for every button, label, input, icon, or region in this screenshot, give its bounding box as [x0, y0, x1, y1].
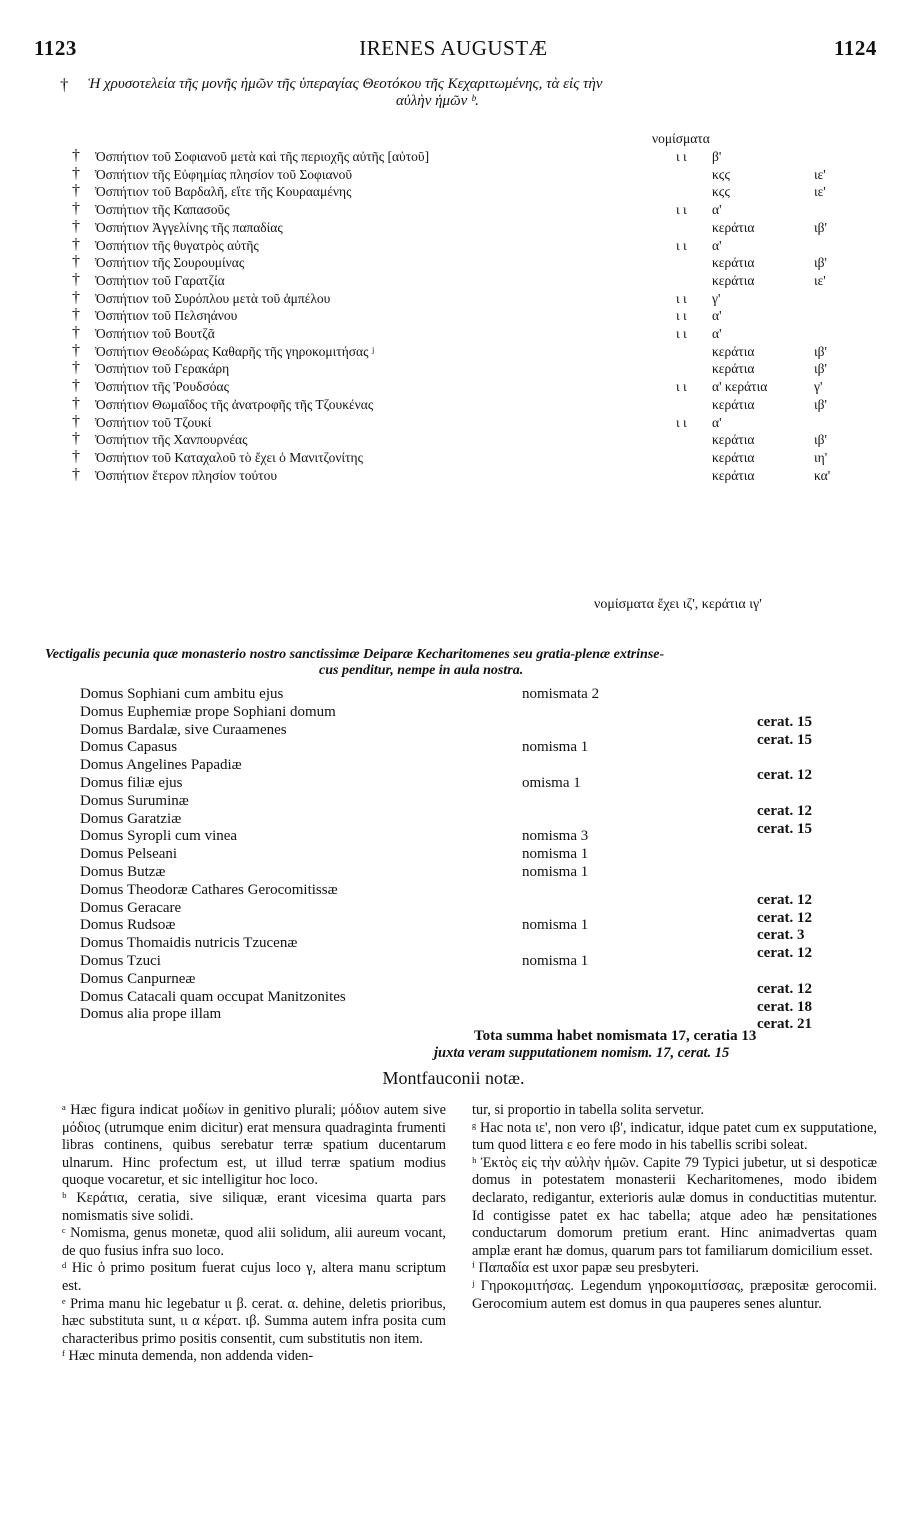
- greek-total: νομίσματα ἔχει ιζ', κεράτια ιγ': [594, 597, 762, 612]
- greek-row-keratia: κεράτια: [712, 272, 755, 288]
- greek-row-cross: †: [72, 270, 80, 288]
- greek-row-nomismata: β': [712, 149, 722, 164]
- latin-row-name: Domus Syropli cum vinea: [80, 828, 238, 845]
- notes-left-column: [62, 1102, 446, 1366]
- greek-row-name: Ὀσπήτιον Θεοδώρας Καθαρῆς τῆς γηροκομιτήσας ʲ: [95, 343, 374, 359]
- latin-row-nomismata: omisma 1: [522, 775, 581, 791]
- greek-table-row: [0, 394, 907, 415]
- greek-row-keratia: κϛϛ: [712, 184, 731, 200]
- greek-table-row: [0, 432, 907, 450]
- latin-row-ceratia: cerat. 21: [757, 1016, 812, 1033]
- greek-row-value: ιε': [814, 166, 826, 182]
- greek-row-nomismata: α' κεράτια: [712, 379, 768, 395]
- greek-row-cross: †: [72, 217, 80, 235]
- greek-row-name: Ὀσπήτιον τοῦ Πελσηάνου: [95, 308, 238, 324]
- note-paragraph: ᵇ Κεράτια, ceratia, sive siliquæ, erant vicesima quarta pars nomismatis sive solidi.: [62, 1189, 446, 1224]
- greek-row-keratia: κεράτια: [712, 343, 755, 359]
- greek-row-name: Ὀσπήτιον τοῦ Γερακάρη: [95, 361, 230, 377]
- greek-table-row: [0, 465, 907, 486]
- greek-column-header: νομίσματα: [652, 131, 710, 146]
- page-number-right: 1124: [834, 36, 877, 60]
- greek-row-cross: †: [72, 359, 80, 377]
- greek-row-name: Ὀσπήτιον ἕτερον πλησίον τούτου: [95, 467, 278, 483]
- greek-row-name: Ὀσπήτιον τοῦ Βαρδαλῆ, εἴτε τῆς Κουρααμένης: [95, 184, 352, 200]
- greek-row-nomismata: α': [712, 326, 722, 341]
- greek-row-cross: †: [72, 182, 80, 200]
- greek-row-cross: †: [72, 288, 80, 306]
- latin-row-ceratia: cerat. 3: [757, 927, 805, 944]
- latin-table-row: [0, 775, 907, 793]
- latin-row-ceratia: cerat. 15: [757, 731, 812, 748]
- greek-row-value: ιε': [814, 272, 826, 288]
- latin-table-row: [0, 828, 907, 846]
- greek-table-row: [0, 361, 907, 379]
- note-paragraph: ⁱ Παπαδία est uxor papæ seu presbyteri.: [472, 1260, 699, 1277]
- greek-row-cross: †: [72, 465, 80, 483]
- latin-row-name: Domus Pelseani: [80, 846, 178, 863]
- latin-row-ceratia: cerat. 18: [757, 998, 812, 1015]
- greek-row-value: κα': [814, 467, 831, 483]
- note-paragraph: ᵉ Prima manu hic legebatur ιι β. cerat. α. dehine, deletis prioribus, hæc substituta sunt, ιι α κέρατ. ιβ. Summa autem infra posita cum characteribus primo positis consentit, cum substitutis non item.: [62, 1295, 446, 1347]
- latin-row-name: Domus Suruminæ: [80, 792, 189, 809]
- latin-row-name: Domus Geracare: [80, 899, 182, 916]
- greek-row-mark: ι ι: [676, 379, 687, 395]
- greek-row-nomismata: γ': [712, 290, 721, 306]
- latin-row-name: Domus Sophiani cum ambitu ejus: [80, 686, 284, 702]
- latin-row-name: Domus Rudsoæ: [80, 917, 176, 934]
- greek-row-value: ιη': [814, 449, 828, 465]
- greek-table-row: [0, 412, 907, 433]
- greek-table-row: [0, 202, 907, 220]
- greek-row-name: Ὀσπήτιον τοῦ Γαρατζία: [95, 272, 225, 288]
- greek-title-line2: αὐλὴν ἡμῶν ᵇ.: [396, 93, 479, 109]
- greek-row-name: Ὀσπήτιον τῆς Σουρουμίνας: [95, 255, 245, 271]
- note-paragraph: ᵍ Hac nota ιε', non vero ιβ', indicatur, idque patet cum ex supputatione, tum quod littera ε eo fere modo in his tabellis scribi soleat.: [472, 1119, 877, 1154]
- greek-row-cross: †: [72, 341, 80, 359]
- greek-row-name: Ὀσπήτιον Ἀγγελίνης τῆς παπαδίας: [95, 219, 283, 235]
- latin-row-name: Domus Thomaidis nutricis Tzucenæ: [80, 935, 298, 952]
- greek-table-row: [0, 379, 907, 397]
- greek-row-name: Ὀσπήτιον τῆς Χανπουρνέας: [95, 432, 248, 448]
- latin-row-nomismata: nomisma 1: [522, 917, 589, 934]
- latin-table-row: [0, 686, 907, 704]
- note-paragraph: ʲ Γηροκομιτήσας. Legendum γηροκομιτίσσας, præpositæ gerocomii. Gerocomium autem est domus in qua pauperes senes aluntur.: [472, 1277, 877, 1312]
- note-paragraph: ᶜ Nomisma, genus monetæ, quod alii solidum, alii aureum vocant, de quo fusius infra suo loco.: [62, 1225, 446, 1259]
- greek-row-cross: †: [72, 147, 80, 164]
- greek-table-row: [0, 149, 907, 167]
- latin-row-ceratia: cerat. 12: [757, 802, 812, 819]
- latin-row-nomismata: nomismata 2: [522, 686, 600, 702]
- greek-row-cross: †: [72, 412, 80, 430]
- latin-row-nomismata: nomisma 1: [522, 864, 589, 880]
- latin-row-name: Domus Theodoræ Cathares Gerocomitissæ: [80, 881, 338, 898]
- greek-row-value: γ': [814, 379, 823, 395]
- latin-row-name: Domus Angelines Papadiæ: [80, 757, 242, 774]
- greek-row-value: ιβ': [814, 432, 827, 448]
- latin-row-nomismata: nomisma 1: [522, 953, 589, 969]
- greek-row-mark: ι ι: [676, 202, 687, 218]
- greek-table-row: [0, 326, 907, 344]
- greek-row-cross: †: [72, 306, 80, 324]
- greek-row-value: ιβ': [814, 396, 827, 412]
- greek-row-keratia: κεράτια: [712, 432, 755, 448]
- greek-row-value: ιβ': [814, 219, 827, 235]
- greek-row-keratia: κεράτια: [712, 396, 755, 412]
- greek-row-nomismata: α': [712, 308, 722, 324]
- latin-table-row: [0, 864, 907, 882]
- greek-row-cross: †: [72, 235, 80, 253]
- greek-row-name: Ὀσπήτιον τοῦ Καταχαλοῦ τὸ ἔχει ὁ Μανιτζονίτης: [95, 449, 363, 465]
- greek-table-row: [0, 447, 907, 468]
- greek-row-mark: ι ι: [676, 414, 687, 430]
- greek-row-cross: †: [72, 447, 80, 465]
- latin-row-name: Domus Catacali quam occupat Manitzonites: [80, 988, 346, 1005]
- greek-row-name: Ὀσπήτιον τοῦ Συρόπλου μετὰ τοῦ ἀμπέλου: [95, 290, 331, 306]
- greek-row-mark: ι ι: [676, 237, 687, 253]
- latin-row-ceratia: cerat. 12: [757, 891, 812, 908]
- latin-row-name: Domus Capasus: [80, 739, 178, 756]
- greek-row-cross: †: [72, 377, 80, 395]
- greek-row-keratia: κεράτια: [712, 467, 755, 483]
- greek-row-cross: †: [72, 430, 80, 448]
- greek-table-row: [0, 341, 907, 362]
- latin-total-corrected: juxta veram supputationem nomism. 17, cerat. 15: [434, 1045, 730, 1061]
- latin-row-ceratia: cerat. 12: [757, 945, 812, 962]
- greek-row-nomismata: α': [712, 237, 722, 253]
- greek-table-row: [0, 184, 907, 202]
- latin-total-sum: Tota summa habet nomismata 17, ceratia 13: [474, 1028, 757, 1044]
- notes-title: Montfauconii notæ.: [382, 1068, 525, 1088]
- note-paragraph: ᵈ Hic ὁ primo positum fuerat cujus loco γ, altera manu scriptum est.: [62, 1260, 446, 1294]
- greek-table-row: [0, 270, 907, 291]
- greek-row-keratia: κεράτια: [712, 219, 755, 235]
- greek-row-name: Ὀσπήτιον τῆς Εὐφημίας πλησίον τοῦ Σοφιανοῦ: [95, 166, 353, 182]
- latin-row-name: Domus filiæ ejus: [80, 775, 183, 791]
- latin-row-ceratia: cerat. 12: [757, 980, 812, 997]
- greek-row-value: ιβ': [814, 361, 827, 377]
- running-title: IRENES AUGUSTÆ: [359, 36, 548, 60]
- greek-row-mark: ι ι: [676, 308, 687, 324]
- greek-row-keratia: κεράτια: [712, 255, 755, 271]
- note-paragraph: ᵃ Hæc figura indicat μοδίων in genitivo plurali; μόδιον autem sive μόδιος (utrumque enim dicitur) erat mensura quadraginta frumenti libras continens, quibus serebatur terræ spatium ducentarum ulnarum. Hinc profectum est, ut illud terræ spatium modius quoque vocaretur, et sic intelligitur hoc loco.: [62, 1102, 446, 1189]
- greek-row-mark: ι ι: [676, 149, 687, 164]
- greek-row-name: Ὀσπήτιον Θωμαΐδος τῆς ἀνατροφῆς τῆς Τζουκένας: [95, 396, 374, 412]
- latin-row-ceratia: cerat. 15: [757, 713, 812, 730]
- latin-row-ceratia: cerat. 12: [757, 767, 812, 784]
- greek-row-cross: †: [72, 164, 80, 182]
- greek-row-nomismata: α': [712, 414, 722, 430]
- latin-row-name: Domus Canpurneæ: [80, 970, 196, 987]
- latin-row-nomismata: nomisma 1: [522, 846, 589, 863]
- greek-row-value: ιβ': [814, 255, 827, 271]
- greek-title-line1: Ἡ χρυσοτελεία τῆς μονῆς ἡμῶν τῆς ὑπεραγίας Θεοτόκου τῆς Κεχαριτωμένης, τὰ εἰς τὴν: [88, 76, 603, 92]
- greek-row-name: Ὀσπήτιον τῆς Ῥουδσόας: [95, 379, 229, 395]
- notes-right-column: [472, 1102, 877, 1313]
- note-paragraph: ʰ Ἐκτὸς εἰς τὴν αὐλὴν ἡμῶν. Capite 79 Typici jubetur, ut si despoticæ domus in potestatem monasterii Kecharitomenes, modo ibidem declarato, redigantur, exterioris aulæ domus in conductitias mutentur. Id contigisse patet ex hac tabella; atque adeo hæ pensitationes conductarum domorum pretium erant. Hinc animadvertas quam amplæ erant hæ domus, quarum pars tot familiarum domicilium esset.: [472, 1154, 877, 1259]
- latin-title-line1: Vectigalis pecunia quæ monasterio nostro sanctissimæ Deiparæ Kecharitomenes seu gratia-plenæ extrinse-: [45, 647, 665, 662]
- greek-row-name: Ὀσπήτιον τοῦ Τζουκί: [95, 414, 212, 430]
- greek-row-cross: †: [72, 324, 80, 341]
- greek-table-row: [0, 164, 907, 185]
- greek-row-keratia: κεράτια: [712, 449, 755, 465]
- latin-title-line2: cus penditur, nempe in aula nostra.: [319, 663, 524, 678]
- latin-row-name: Domus Euphemiæ prope Sophiani domum: [80, 703, 336, 720]
- latin-row-name: Domus Tzuci: [80, 953, 161, 969]
- greek-table-row: [0, 288, 907, 309]
- greek-row-cross: †: [72, 200, 80, 218]
- latin-table-row: [0, 739, 907, 757]
- latin-row-name: Domus Garatziæ: [80, 810, 182, 827]
- greek-row-name: Ὀσπήτιον τοῦ Σοφιανοῦ μετὰ καὶ τῆς περιοχῆς αὐτῆς [αὐτοῦ]: [95, 149, 430, 164]
- greek-table-row: [0, 255, 907, 273]
- greek-table-row: [0, 308, 907, 326]
- greek-title-cross: †: [60, 75, 69, 94]
- note-paragraph: tur, si proportio in tabella solita servetur.: [472, 1102, 705, 1118]
- greek-table-row: [0, 217, 907, 238]
- greek-row-mark: ι ι: [676, 326, 687, 341]
- latin-row-ceratia: cerat. 12: [757, 909, 812, 926]
- latin-row-ceratia: cerat. 15: [757, 820, 812, 837]
- latin-row-name: Domus Butzæ: [80, 864, 166, 880]
- latin-row-name: Domus alia prope illam: [80, 1006, 222, 1023]
- greek-row-keratia: κεράτια: [712, 361, 755, 377]
- greek-row-mark: ι ι: [676, 290, 687, 306]
- greek-row-value: ιβ': [814, 343, 827, 359]
- greek-row-name: Ὀσπήτιον τῆς θυγατρὸς αὐτῆς: [95, 237, 259, 253]
- greek-row-keratia: κϛϛ: [712, 166, 731, 182]
- greek-table-row: [0, 235, 907, 256]
- greek-row-name: Ὀσπήτιον τῆς Καπασοῦς: [95, 202, 230, 218]
- latin-row-nomismata: nomisma 3: [522, 828, 589, 845]
- latin-row-name: Domus Bardalæ, sive Curaamenes: [80, 721, 287, 738]
- greek-row-nomismata: α': [712, 202, 722, 218]
- latin-table-row: [0, 1006, 907, 1033]
- note-paragraph: ᶠ Hæc minuta demenda, non addenda viden-: [62, 1348, 314, 1365]
- latin-table-row: [0, 953, 907, 971]
- greek-row-value: ιε': [814, 184, 826, 200]
- latin-row-nomismata: nomisma 1: [522, 739, 589, 756]
- greek-row-cross: †: [72, 253, 80, 271]
- greek-row-name: Ὀσπήτιον τοῦ Βουτζᾶ: [95, 326, 215, 341]
- page-number-left: 1123: [34, 36, 77, 60]
- greek-row-cross: †: [72, 394, 80, 412]
- latin-table-row: [0, 846, 907, 864]
